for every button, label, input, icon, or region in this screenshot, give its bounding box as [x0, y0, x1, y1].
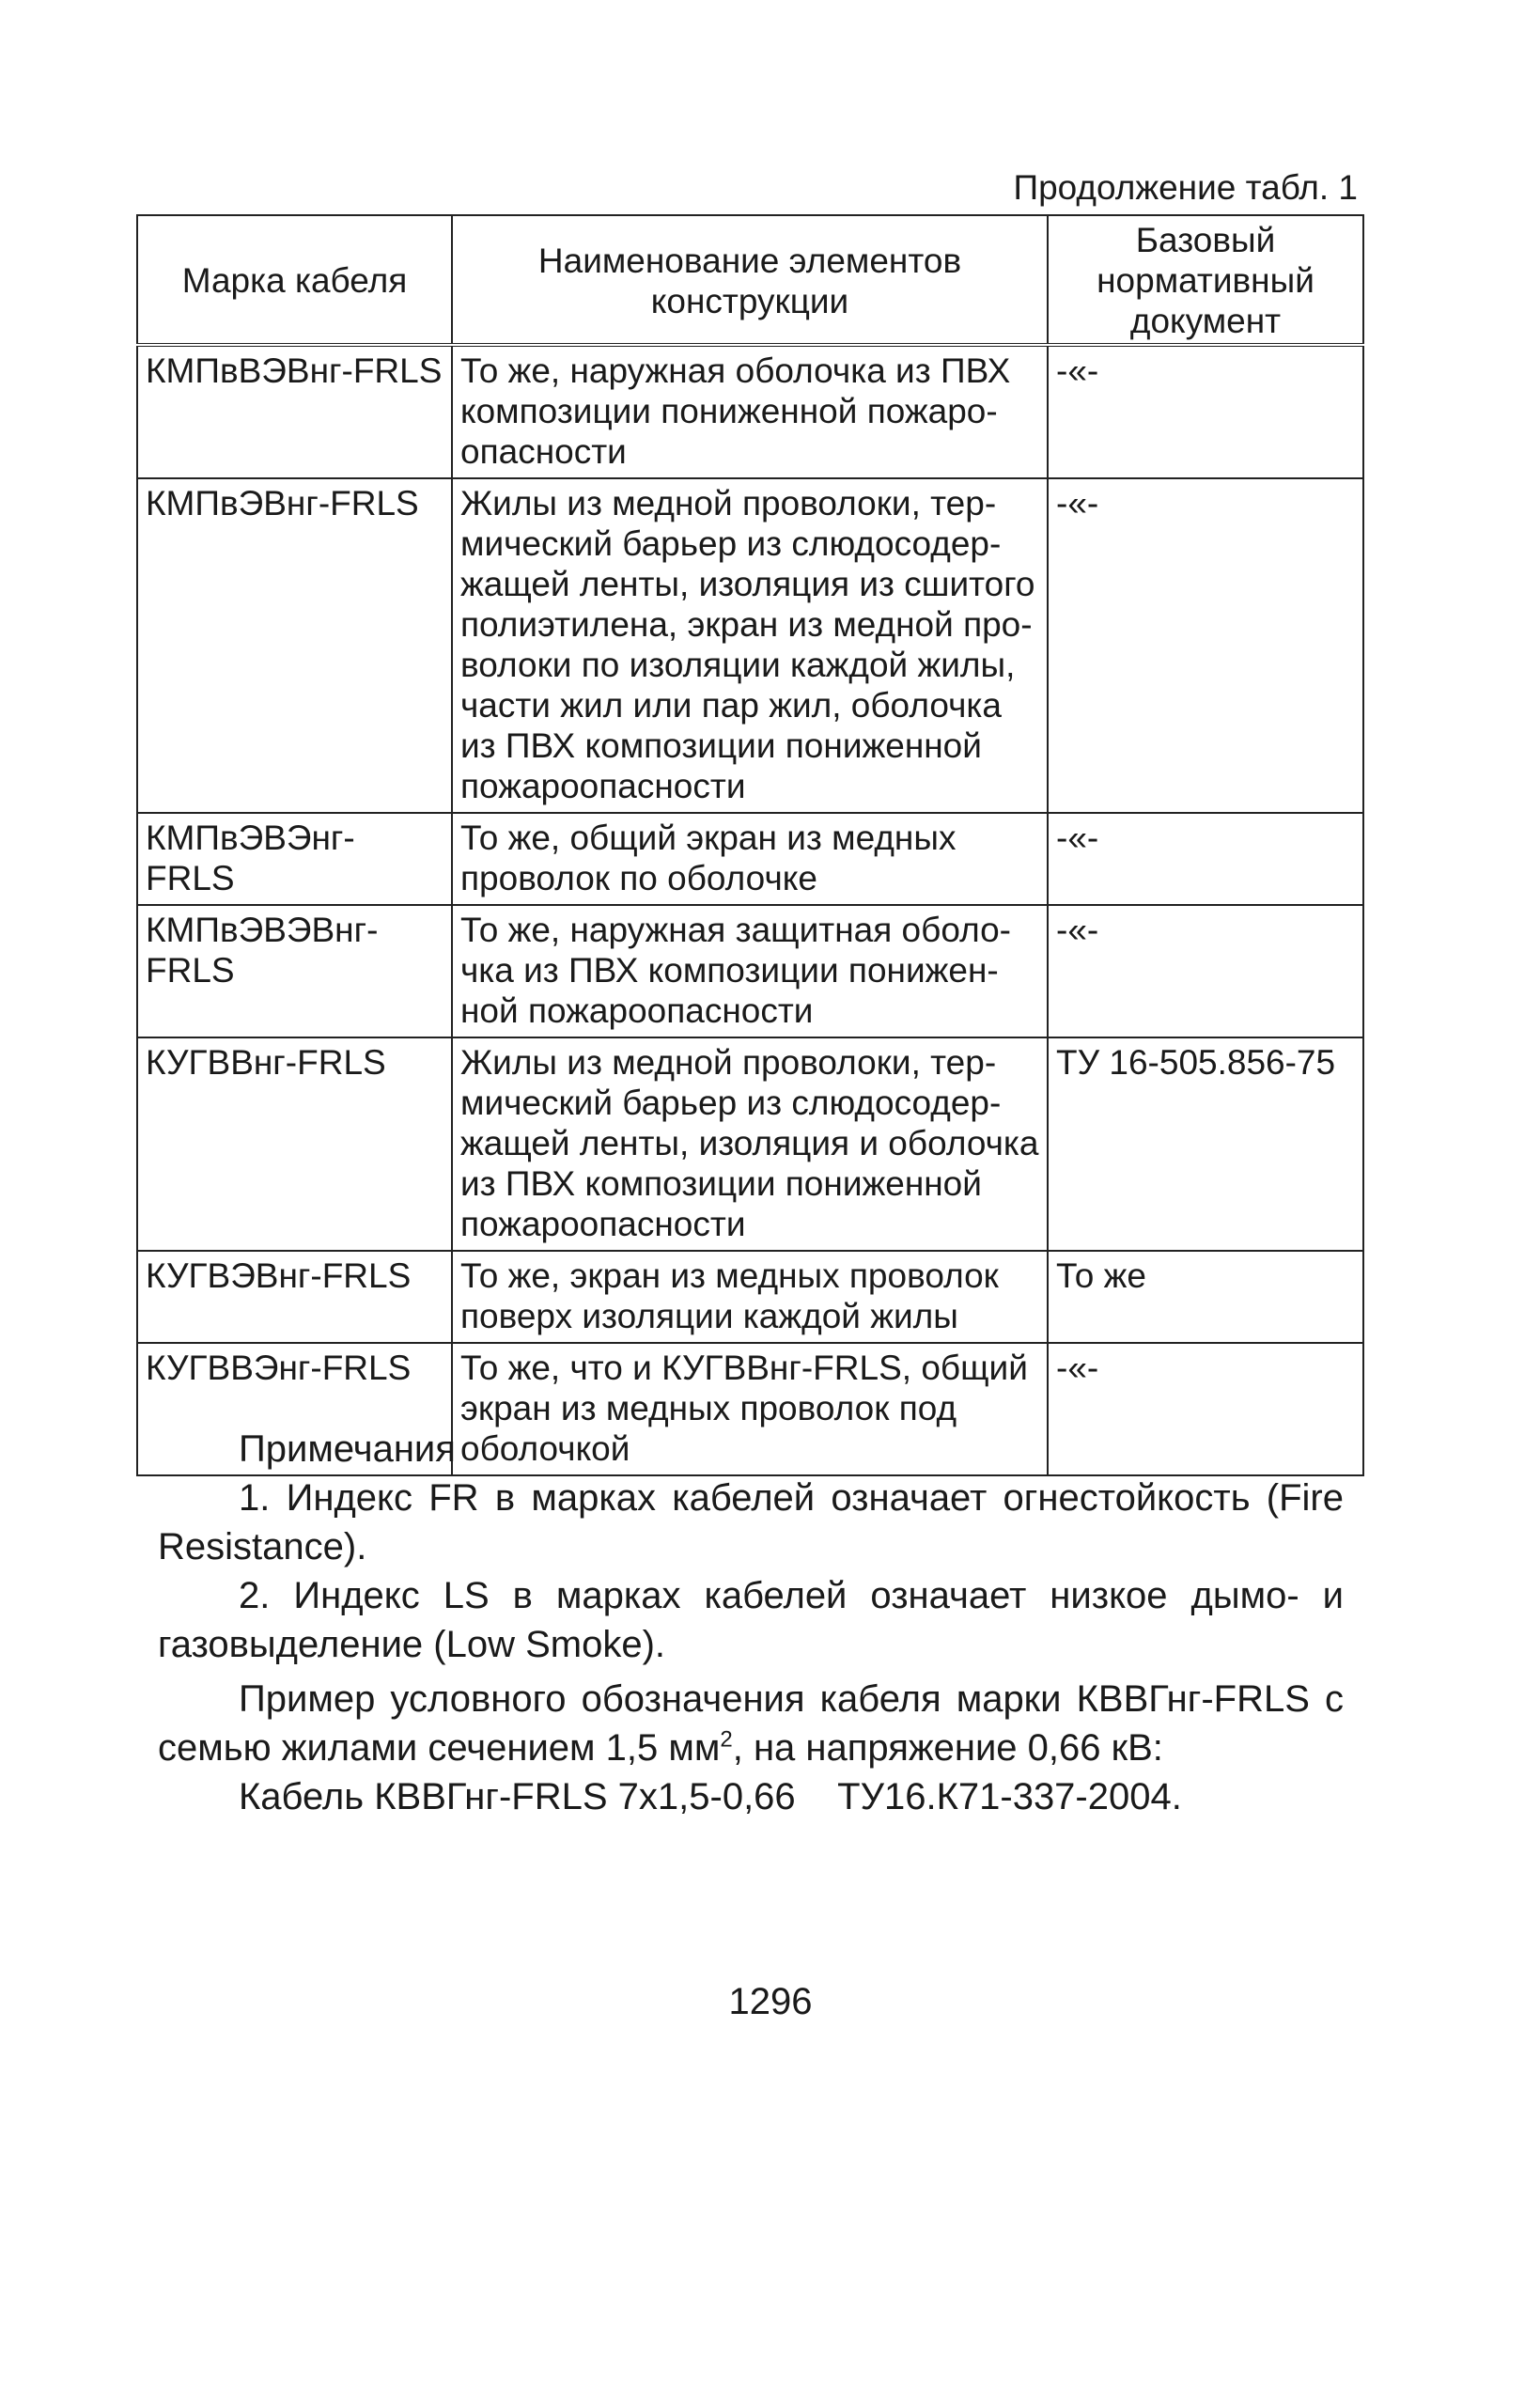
cell-description: То же, наружная защитная оболо-чка из ПВХ композиции понижен-ной пожароопасности — [452, 905, 1048, 1037]
cell-description: То же, наружная оболочка из ПВХ композиции пониженной пожаро-опасности — [452, 345, 1048, 478]
table-header-row — [137, 215, 1363, 345]
cell-document: -«- — [1048, 478, 1363, 813]
cell-description: То же, что и КУГВВнг-FRLS, общий экран из медных проволок под оболочкой — [452, 1343, 1048, 1475]
cell-cable-mark: КМПвЭВЭнг-FRLS — [137, 813, 452, 905]
cell-document: -«- — [1048, 905, 1363, 1037]
cell-document: -«- — [1048, 345, 1363, 478]
table-row — [137, 905, 1363, 1037]
example-designation: Кабель КВВГнг-FRLS 7х1,5-0,66 ТУ16.К71-337-2004. — [239, 1776, 1182, 1817]
example-text: Пример условного обозначения кабеля марки КВВГнг-FRLS с семью жилами сечением 1,5 мм — [158, 1678, 1344, 1769]
notes-section — [158, 1425, 1344, 1669]
designation-example — [158, 1675, 1344, 1821]
example-text-end: , на напряжение 0,66 кВ: — [732, 1727, 1163, 1769]
cell-cable-mark: КУГВВнг-FRLS — [137, 1037, 452, 1251]
header-base-document: Базовый нормативный документ — [1048, 215, 1363, 345]
cell-cable-mark: КМПвВЭВнг-FRLS — [137, 345, 452, 478]
cell-document: -«- — [1048, 1343, 1363, 1475]
note-item: 2. Индекс LS в марках кабелей означает низкое дымо- и газовыделение (Low Smoke). — [158, 1575, 1344, 1665]
cell-description: То же, экран из медных проволок поверх изоляции каждой жилы — [452, 1251, 1048, 1343]
cable-spec-table — [136, 214, 1364, 1476]
header-construction-elements: Наименование элементов конструкции — [452, 215, 1048, 345]
table-row — [137, 345, 1363, 478]
table-row — [137, 478, 1363, 813]
cell-cable-mark: КМПвЭВЭВнг-FRLS — [137, 905, 452, 1037]
cell-description: Жилы из медной проволоки, тер-мический барьер из слюдосодер-жащей ленты, изоляция и оболочка из ПВХ композиции пониженной пожароопасности — [452, 1037, 1048, 1251]
cell-document: -«- — [1048, 813, 1363, 905]
table-row — [137, 1037, 1363, 1251]
table-row — [137, 1251, 1363, 1343]
note-item: 1. Индекс FR в марках кабелей означает огнестойкость (Fire Resistance). — [158, 1477, 1344, 1567]
cell-cable-mark: КУГВЭВнг-FRLS — [137, 1251, 452, 1343]
cell-description: То же, общий экран из медных проволок по оболочке — [452, 813, 1048, 905]
example-paragraph — [158, 1675, 1344, 1772]
table-row — [137, 813, 1363, 905]
example-superscript: 2 — [720, 1726, 733, 1753]
table-continuation-label: Продолжение табл. 1 — [1013, 168, 1358, 207]
cell-cable-mark: КУГВВЭнг-FRLS — [137, 1343, 452, 1475]
cell-document: ТУ 16-505.856-75 — [1048, 1037, 1363, 1251]
cell-document: То же — [1048, 1251, 1363, 1343]
page-number: 1296 — [728, 1981, 813, 2022]
header-cable-mark: Марка кабеля — [137, 215, 452, 345]
notes-heading: Примечания — [239, 1428, 456, 1470]
cell-description: Жилы из медной проволоки, тер-мический барьер из слюдосодер-жащей ленты, изоляция из сшитого полиэтилена, экран из медной про-волоки по изоляции каждой жилы, части жил или пар жил, оболочка из ПВХ композиции пониженной пожароопасности — [452, 478, 1048, 813]
cell-cable-mark: КМПвЭВнг-FRLS — [137, 478, 452, 813]
